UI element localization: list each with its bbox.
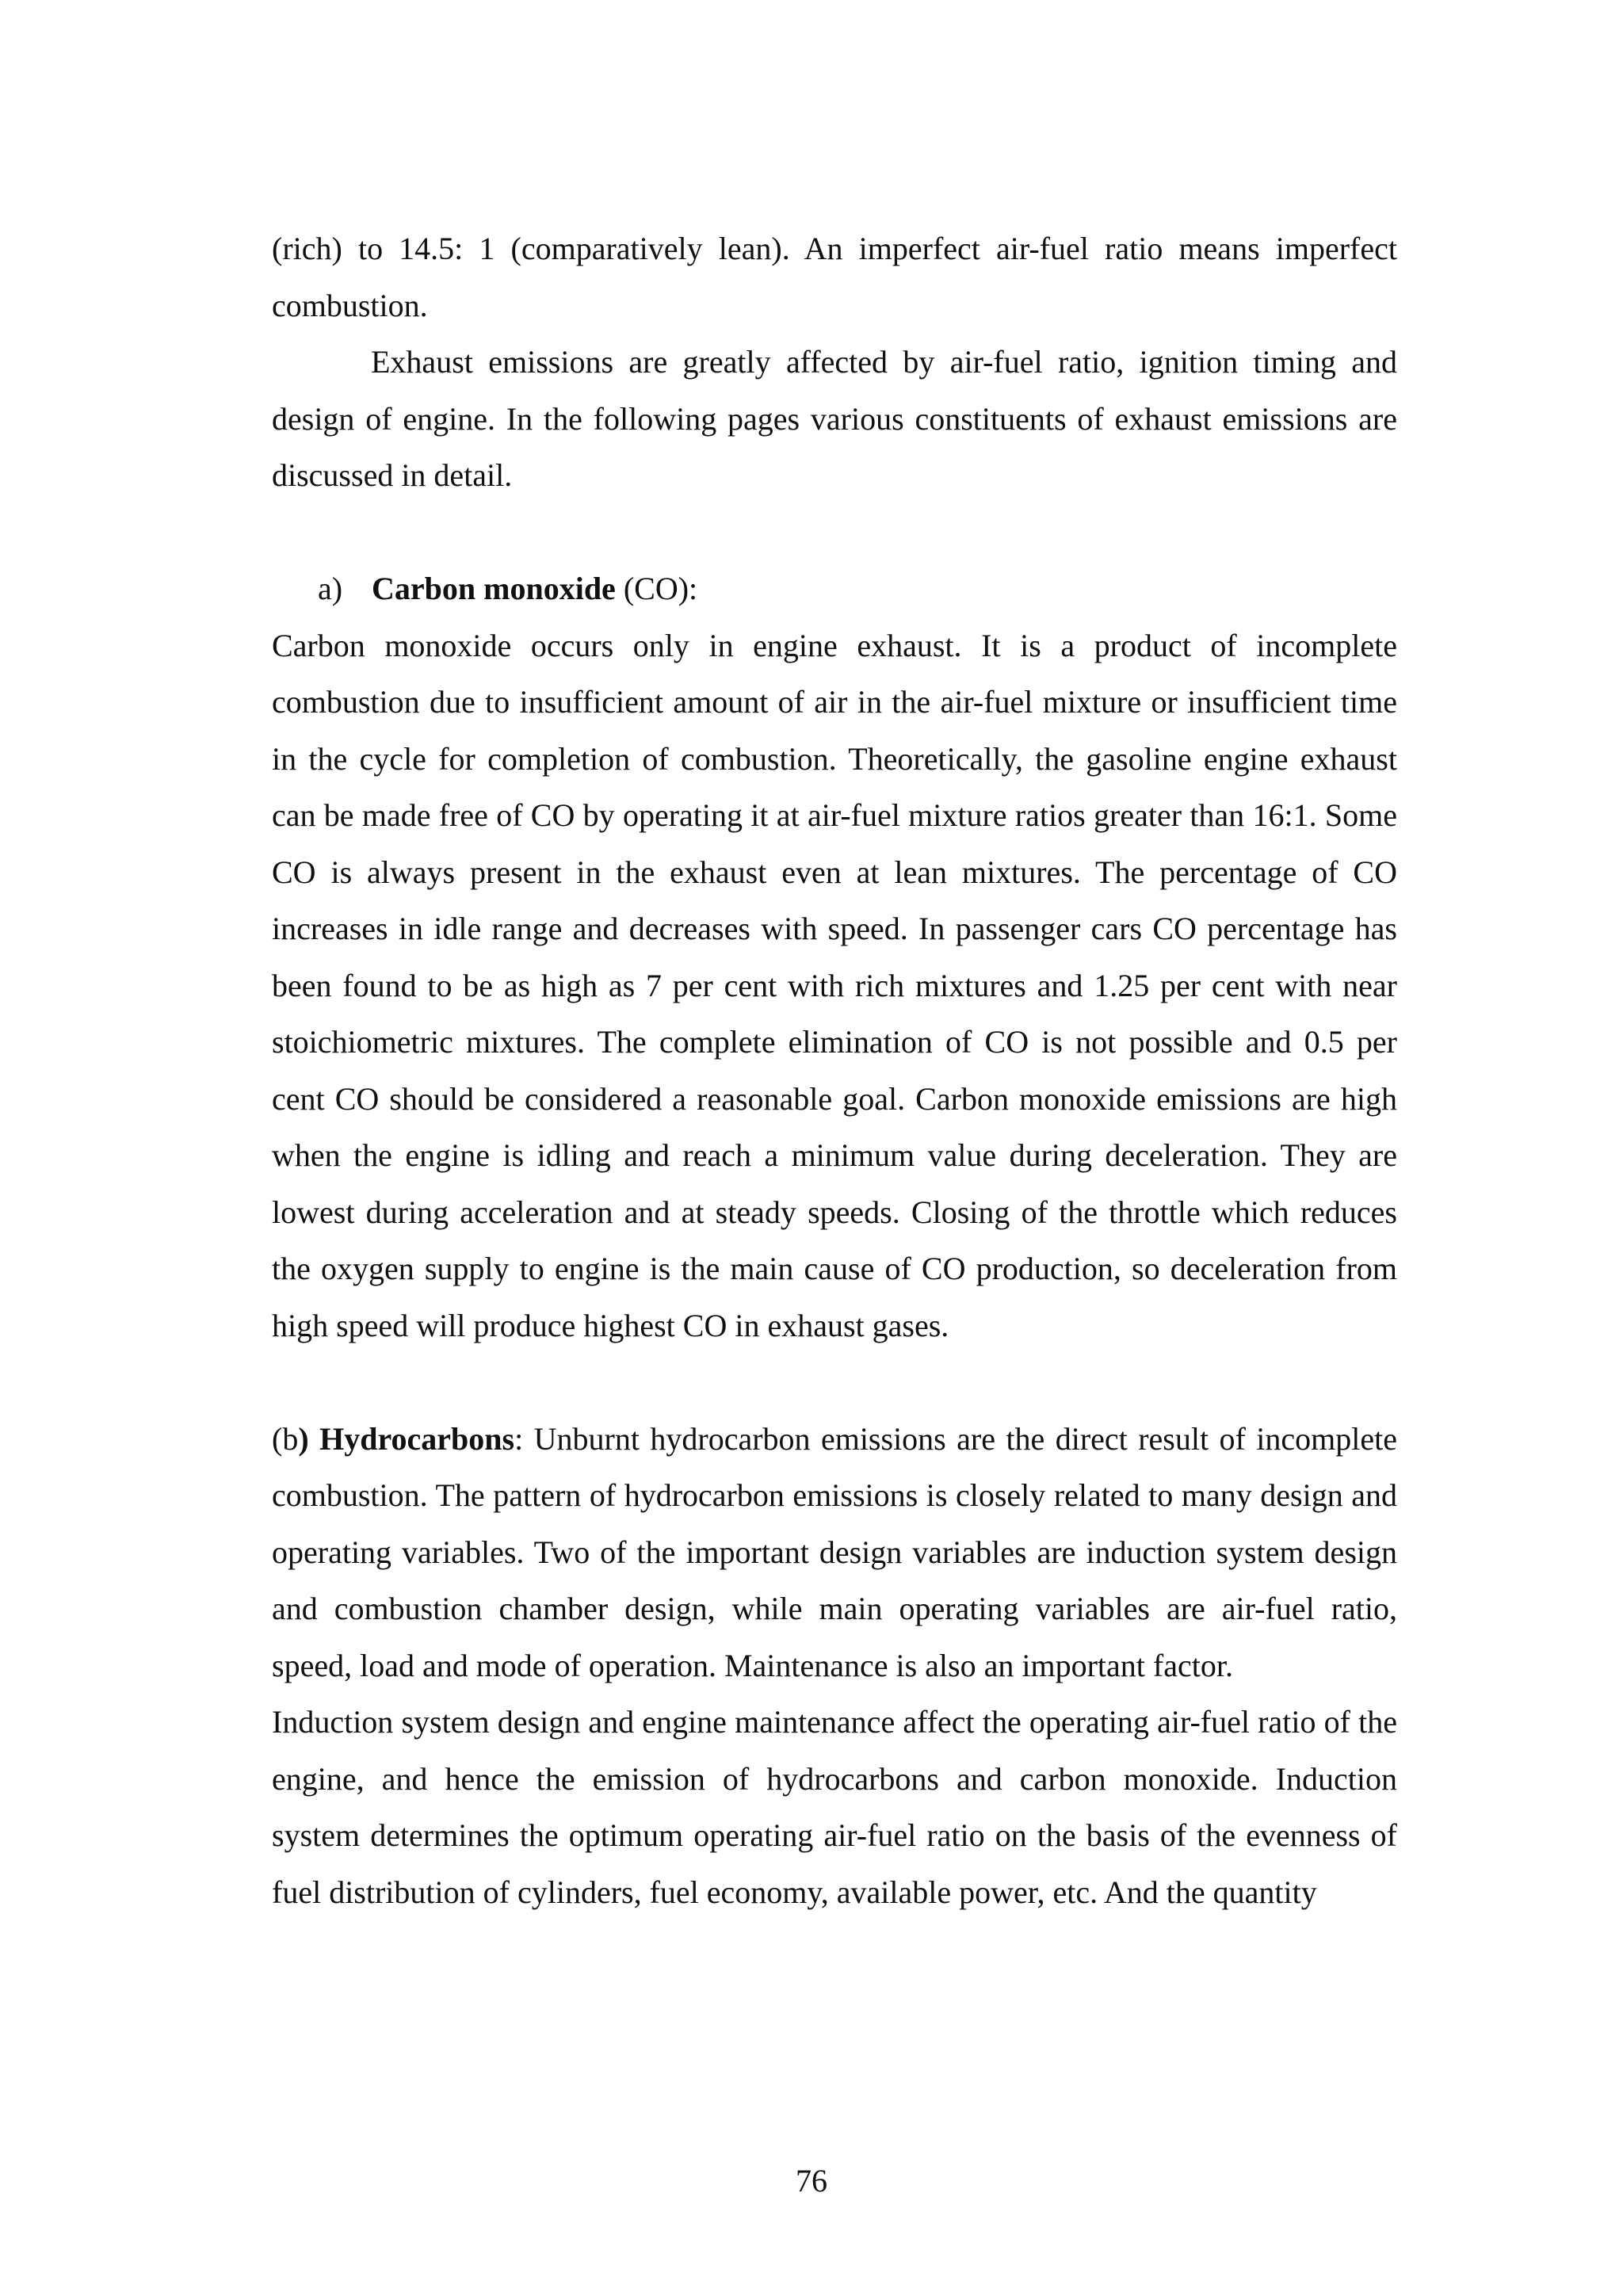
exhaust-emissions-paragraph: Exhaust emissions are greatly affected by air-fuel ratio, ignition timing and design of engine. In the following pages various constituents of exhaust emissions are discussed in detail.	[272, 344, 1397, 493]
section-b-marker-close: )	[298, 1420, 309, 1457]
section-b-title: Hydrocarbons	[319, 1420, 515, 1457]
intro-continuation: (rich) to 14.5: 1 (comparatively lean). An imperfect air-fuel ratio means imperfect combustion.	[272, 231, 1397, 323]
section-b-paragraph	[272, 1411, 1397, 1694]
section-a-body: Carbon monoxide occurs only in engine exhaust. It is a product of incomplete combustion due to insufficient amount of air in the air-fuel mixture or insufficient time in the cycle for completion of combustion. Theoretically, the gasoline engine exhaust can be made free of CO by operating it at air-fuel mixture ratios greater than 16:1. Some CO is always present in the exhaust even at lean mixtures. The percentage of CO increases in idle range and decreases with speed. In passenger cars CO percentage has been found to be as high as 7 per cent with rich mixtures and 1.25 per cent with near stoichiometric mixtures. The complete elimination of CO is not possible and 0.5 per cent CO should be considered a reasonable goal. Carbon monoxide emissions are high when the engine is idling and reach a minimum value during deceleration. They are lowest during acceleration and at steady speeds. Closing of the throttle which reduces the oxygen supply to engine is the main cause of CO production, so deceleration from high speed will produce highest CO in exhaust gases.	[272, 627, 1397, 1343]
section-a-title: Carbon monoxide	[372, 571, 616, 606]
spacer	[272, 1354, 1397, 1411]
section-b-marker-open: (b	[272, 1420, 299, 1457]
section-b-body-continued: Induction system design and engine maintenance affect the operating air-fuel ratio of the engine, and hence the emission of hydrocarbons and carbon monoxide. Induction system determines the optimum operating air-fuel ratio on the basis of the evenness of fuel distribution of cylinders, fuel economy, available power, etc. And the quantity	[272, 1704, 1397, 1910]
section-b-body: Unburnt hydrocarbon emissions are the direct result of incomplete combustion. The pattern of hydrocarbon emissions is closely related to many design and operating variables. Two of the important design variables are induction system design and combustion chamber design, while main operating variables are air-fuel ratio, speed, load and mode of operation. Maintenance is also an important factor.	[272, 1420, 1397, 1683]
page-body	[272, 220, 1397, 1920]
section-b-colon: :	[514, 1420, 524, 1457]
section-a-marker: a)	[318, 571, 343, 606]
page-number: 76	[796, 2163, 827, 2199]
section-a-suffix: (CO):	[615, 571, 698, 606]
section-a-heading	[272, 560, 1397, 617]
spacer	[272, 504, 1397, 561]
